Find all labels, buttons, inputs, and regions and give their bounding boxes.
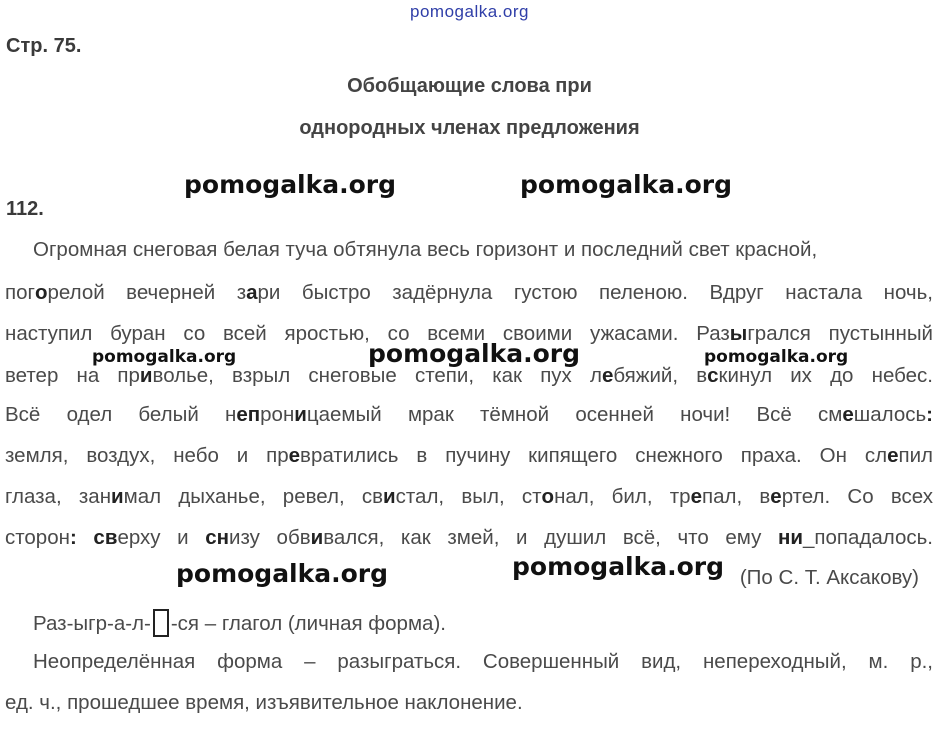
exercise-number: 112.: [6, 198, 44, 220]
section-title-line-2: однородных членах предложения: [299, 117, 640, 139]
analysis-line-3: ед. ч., прошедшее время, изъявительное наклонение.: [5, 691, 523, 714]
watermark: pomogalka.org: [176, 559, 389, 588]
text-line-4: ветер на приволье, взрыл снеговые степи, как пух лебяжий, вскинул их до небес.: [5, 364, 933, 387]
author-attribution: (По С. Т. Аксакову): [739, 566, 919, 589]
watermark: pomogalka.org: [520, 170, 733, 199]
text-line-1: Огромная снеговая белая туча обтянула весь горизонт и последний свет красной,: [33, 238, 818, 261]
text-line-8: сторон: сверху и снизу обвивался, как змей, и душил всё, что ему ни_попадалось.: [5, 526, 933, 549]
page-number: Стр. 75.: [6, 35, 82, 57]
section-title-line-1: Обобщающие слова при: [347, 75, 592, 97]
watermark: pomogalka.org: [184, 170, 397, 199]
site-header-link[interactable]: pomogalka.org: [410, 2, 529, 21]
text-line-3: наступил буран со всей яростью, со всеми своими ужасами. Разыгрался пустынный: [5, 322, 933, 345]
watermark: pomogalka.org: [704, 347, 849, 367]
morphemic-parse: Раз-ыгр-а-л- -ся – глагол (личная форма).: [33, 609, 446, 637]
analysis-line-2: Неопределённая форма – разыграться. Совершенный вид, непереходный, м. р.,: [33, 650, 933, 673]
text-line-2: погорелой вечерней зари быстро задёрнула густою пеленою. Вдруг настала ночь,: [5, 281, 933, 304]
watermark: pomogalka.org: [368, 339, 581, 368]
watermark: pomogalka.org: [92, 347, 237, 367]
text-line-5: Всё одел белый непроницаемый мрак тёмной осенней ночи! Всё смешалось:: [5, 403, 933, 426]
ending-box-icon: [153, 609, 169, 637]
watermark: pomogalka.org: [512, 552, 725, 581]
text-line-7: глаза, занимал дыханье, ревел, свистал, выл, стонал, бил, трепал, вертел. Со всех: [5, 485, 933, 508]
text-line-6: земля, воздух, небо и превратились в пучину кипящего снежного праха. Он слепил: [5, 444, 933, 467]
